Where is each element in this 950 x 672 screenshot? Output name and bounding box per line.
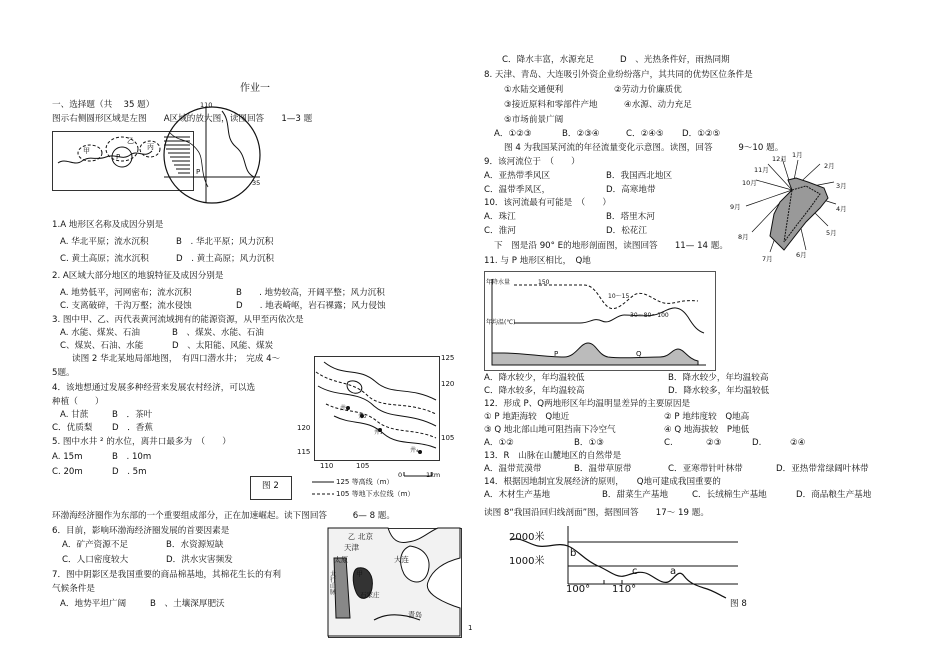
rose-jan: 1月 bbox=[792, 151, 803, 159]
fig2-label-110-bottom: 110 bbox=[320, 462, 334, 470]
map1-label-bing: 丙 bbox=[147, 143, 154, 151]
q2-option-d: D . 地表崎岖，岩石裸露；风力侵蚀 bbox=[236, 301, 386, 311]
q11-stem: 11. 与 P 地形区相比， Q地 bbox=[484, 256, 591, 266]
q13-option-d: D．亚热带常绿阔叶林带 bbox=[776, 464, 869, 474]
q5-stem: 5. 图中水井 ² 的水位，离井口最多为 （ ） bbox=[52, 437, 231, 447]
profile-label-q: Q bbox=[636, 350, 642, 358]
fig8-x-110: 110° bbox=[612, 584, 637, 595]
q6-stem: 6．目前，影响环渤海经济圈发展的首要因素是 bbox=[52, 526, 230, 536]
q4-stem-2: 种植（ ） bbox=[52, 397, 104, 407]
q2-option-c: C. 支离破碎，千沟万壑；流水侵蚀 bbox=[60, 301, 192, 311]
q5-option-a: A. 15m bbox=[52, 452, 83, 462]
q12-option-b: B．①③ bbox=[574, 438, 604, 448]
map1-circle-drawing bbox=[162, 103, 262, 208]
q5-option-d: D . 5m bbox=[112, 467, 147, 477]
fig8-y-2000: 2000米 bbox=[509, 532, 545, 543]
q13-option-b: B．温带草原带 bbox=[574, 464, 632, 474]
fig2-label-125-right: 125 bbox=[441, 354, 455, 362]
q13-option-a: A．温带荒漠带 bbox=[484, 464, 542, 474]
q4-option-a: A. 甘蔗 bbox=[60, 410, 89, 420]
fig8-caption: 图 8 bbox=[730, 599, 747, 609]
q4-5-intro: 读图 2 华北某地局部地图， 有四口潜水井； 完成 4～ bbox=[72, 354, 281, 364]
q11-option-a: A．降水较少，年均温较低 bbox=[484, 373, 585, 383]
q5-option-c: C. 20m bbox=[52, 467, 83, 477]
map1-label-p-circle: P bbox=[196, 168, 201, 176]
fig2-well-3: 井₃ bbox=[374, 429, 383, 436]
q11-option-c: C．降水较多，年均温较高 bbox=[484, 386, 585, 396]
q12-choice-2: ② P 地纬度较 Q地高 bbox=[664, 412, 750, 422]
rose-mar: 3月 bbox=[836, 182, 847, 190]
map1-label-110: 110 bbox=[200, 101, 213, 109]
q4-option-d: D ．香蕉 bbox=[112, 423, 153, 433]
q12-option-d-value: ②④ bbox=[790, 438, 806, 448]
fig2-label-105-right: 105 bbox=[441, 434, 455, 442]
q8-option-a: A．①②③ bbox=[494, 129, 532, 139]
q1-option-d: D . 黄土高原；风力沉积 bbox=[176, 254, 275, 264]
map3-label-taihang: 太行山脉 bbox=[330, 571, 337, 596]
map3-label-yi: 乙 bbox=[348, 533, 355, 541]
q8-choice-4: ④水源、动力充足 bbox=[624, 100, 692, 110]
q1-option-a: A. 华北平原；流水沉积 bbox=[60, 237, 149, 247]
q14-option-c: C．长绒棉生产基地 bbox=[692, 490, 767, 500]
q9-option-b: B．我国西北地区 bbox=[606, 171, 673, 181]
q10-option-c: C．淮河 bbox=[484, 226, 516, 236]
q14-option-a: A．木材生产基地 bbox=[484, 490, 551, 500]
fig8-label-a: a bbox=[670, 566, 677, 577]
q10-option-a: A．珠江 bbox=[484, 212, 516, 222]
q10-option-d: D．松花江 bbox=[606, 226, 647, 236]
q9-option-c: C．温带季风区， bbox=[484, 185, 551, 195]
q10-stem: 10．该河流最有可能是 （ ） bbox=[484, 198, 611, 208]
q3-option-b: B 、煤炭、水能、石油 bbox=[172, 328, 264, 338]
rose-jul: 7月 bbox=[762, 255, 773, 263]
q9-10-intro: 图 4 为我国某河流的年径流量变化示意图。读图，回答 9～10 题。 bbox=[504, 143, 784, 153]
q17-19-intro: 读图 8“我国沿回归线剖面”图，据图回答 17～ 19 题。 bbox=[484, 508, 709, 518]
q7-option-d: D 、光热条件好，雨热同期 bbox=[620, 55, 730, 65]
map3-label-dalian: 大连 bbox=[394, 555, 409, 564]
rose-oct: 10月 bbox=[742, 179, 757, 187]
q6-8-intro: 环渤海经济圈作为东部的一个重要组成部分，正在加速崛起。读下图回答 6— 8 题。 bbox=[52, 511, 395, 521]
rose-aug: 8月 bbox=[738, 233, 749, 241]
q9-stem: 9．该河流位于 （ ） bbox=[484, 157, 580, 167]
q7-option-b: B 、土壤深厚肥沃 bbox=[150, 599, 225, 609]
q11-option-b: B．降水较少，年均温较高 bbox=[668, 373, 769, 383]
fig8-x-100: 100° bbox=[566, 584, 591, 595]
profile-label-30-100: 30～80～100 bbox=[630, 312, 669, 319]
q6-option-d: D．洪水灾害频发 bbox=[166, 555, 233, 565]
fig2-scale-0: 0 bbox=[398, 471, 403, 479]
fig2-legend-lines bbox=[310, 478, 336, 502]
map1-label-p: P bbox=[116, 153, 121, 161]
q3-option-c: C、煤炭、石油、水能 bbox=[60, 341, 144, 351]
q8-option-c: C．②④⑤ bbox=[626, 129, 664, 139]
section-heading: 一、选择题（共 35 题） bbox=[52, 100, 155, 110]
q1-3-intro: 图示右侧圆形区域是左图 A区域的放大图，读图回答 1—3 题 bbox=[52, 114, 313, 124]
rose-may: 5月 bbox=[826, 229, 837, 237]
q8-option-d: D．①②⑤ bbox=[682, 129, 721, 139]
map3-label-qingdao: 青岛 bbox=[408, 611, 422, 619]
q3-option-d: D 、太阳能、风能、煤炭 bbox=[172, 341, 274, 351]
profile-label-precip: 年降水量 bbox=[486, 279, 511, 286]
fig2-well-4: 井₄ bbox=[410, 447, 419, 454]
page-title: 作业一 bbox=[240, 83, 270, 94]
profile-label-temp: 年均温(℃) bbox=[486, 319, 516, 326]
q13-stem: 13．R 山脉在山麓地区的自然带是 bbox=[484, 451, 622, 461]
q12-stem: 12．形成 P、Q两地形区年均温明显差异的主要原因是 bbox=[484, 399, 691, 409]
map3-label-beijing: 北京 bbox=[358, 532, 373, 541]
q7-option-c: C．降水丰富，水源充足 bbox=[502, 55, 594, 65]
q11-option-d: D．降水较多，年均温较低 bbox=[668, 386, 770, 396]
q9-option-d: D．高寒地带 bbox=[606, 185, 656, 195]
q8-stem: 8. 天津、青岛、大连吸引外资企业纷纷落户，其共同的优势区位条件是 bbox=[484, 70, 753, 80]
rose-feb: 2月 bbox=[824, 162, 835, 170]
q7-stem-2: 气候条件是 bbox=[52, 584, 95, 594]
q8-choice-2: ②劳动力价廉质优 bbox=[614, 85, 682, 95]
q14-option-d: D．商品粮生产基地 bbox=[796, 490, 872, 500]
profile-drawing bbox=[484, 271, 714, 369]
q4-stem-1: 4．该地想通过发展多种经营来发展农村经济，可以选 bbox=[52, 383, 256, 393]
fig2-scale-1km: 1km bbox=[426, 471, 441, 479]
q2-option-b: B . 地势较高，开阔平整；风力沉积 bbox=[236, 288, 385, 298]
q1-option-c: C. 黄土高原；流水沉积 bbox=[60, 254, 149, 264]
q6-option-b: B．水资源短缺 bbox=[166, 540, 224, 550]
map3-label-jia: 甲 bbox=[356, 570, 363, 578]
rose-apr: 4月 bbox=[836, 205, 847, 213]
map1-label-yi: 乙 bbox=[127, 137, 134, 145]
q13-option-c: C．亚寒带针叶林带 bbox=[668, 464, 743, 474]
q7-option-a: A．地势平坦广阔 bbox=[60, 599, 127, 609]
map1-label-jia: 甲 bbox=[83, 147, 90, 155]
q2-stem: 2. A区域大部分地区的地貌特征及成因分别是 bbox=[52, 271, 224, 281]
rose-nov: 11月 bbox=[754, 166, 769, 174]
q1-option-b: B . 华北平原；风力沉积 bbox=[176, 237, 274, 247]
fig2-label-115-left: 115 bbox=[297, 448, 311, 456]
q8-choice-1: ①水陆交通便利 bbox=[504, 85, 564, 95]
rose-jun: 6月 bbox=[796, 251, 807, 259]
map1-label-35: 35 bbox=[252, 179, 261, 187]
q6-option-c: C．人口密度较大 bbox=[62, 555, 129, 565]
q12-option-c-value: ②③ bbox=[706, 438, 722, 448]
q8-option-b: B．②③④ bbox=[562, 129, 600, 139]
fig2-well-2: 井₂ bbox=[358, 413, 367, 420]
q12-choice-3: ③ Q 地北部山地可阻挡南下冷空气 bbox=[484, 425, 616, 435]
q12-option-a: A．①② bbox=[484, 438, 514, 448]
q1-stem: 1.A 地形区名称及成因分别是 bbox=[52, 220, 164, 230]
q14-option-b: B．甜菜生产基地 bbox=[602, 490, 669, 500]
fig2-contours bbox=[314, 356, 438, 459]
q11-14-intro: 下 图是沿 90° E的地形剖面图，读图回答 11— 14 题。 bbox=[494, 241, 728, 251]
fig2-label-105-bottom: 105 bbox=[356, 462, 370, 470]
fig8-y-1000: 1000米 bbox=[509, 556, 545, 567]
rose-dec: 12月 bbox=[772, 155, 787, 163]
fig2-legend-water-table: 105 等地下水位线（m） bbox=[336, 490, 415, 498]
q4-option-c: C．优质梨 bbox=[52, 423, 93, 433]
q8-choice-5: ⑤市场前景广阔 bbox=[504, 115, 564, 125]
profile-label-150: 150 bbox=[538, 279, 550, 286]
fig2-caption: 图 2 bbox=[262, 481, 279, 491]
profile-label-10-15: 10～15 bbox=[608, 293, 630, 300]
q7-stem-1: 7．图中阴影区是我国重要的商品棉基地，其棉花生长的有利 bbox=[52, 570, 281, 580]
fig2-label-120-left: 120 bbox=[297, 424, 311, 432]
q12-choice-1: ① P 地距海较 Q地近 bbox=[484, 412, 570, 422]
q3-option-a: A. 水能、煤炭、石油 bbox=[60, 328, 140, 338]
map3-label-taiyuan: 太原 bbox=[334, 556, 348, 564]
q4-5-intro-cont: 5题。 bbox=[52, 368, 75, 378]
q2-option-a: A. 地势低平，河网密布；流水沉积 bbox=[60, 288, 192, 298]
q4-option-b: B ．茶叶 bbox=[112, 410, 153, 420]
fig2-label-120-right: 120 bbox=[441, 380, 455, 388]
fig8-label-b: b bbox=[570, 548, 577, 559]
q12-choice-4: ④ Q 地海拔较 P地低 bbox=[664, 425, 750, 435]
fig8-label-c: c bbox=[632, 566, 638, 577]
q3-stem: 3. 图中甲、乙、丙代表黄河流域拥有的能源资源，从甲至丙依次是 bbox=[52, 315, 304, 325]
fig2-legend-contour: 125 等高线（m） bbox=[336, 478, 394, 486]
q10-option-b: B．塔里木河 bbox=[606, 212, 655, 222]
map3-label-shijiazhuang: 石家庄 bbox=[360, 591, 380, 599]
map3-label-tianjin: 天津 bbox=[344, 543, 359, 552]
q9-option-a: A．亚热带季风区 bbox=[484, 171, 551, 181]
q12-option-d: D. bbox=[752, 438, 762, 448]
rose-sep: 9月 bbox=[730, 203, 741, 211]
q14-stem: 14．根据因地制宜发展经济的原则， Q地可建成我国重要的 bbox=[484, 477, 721, 487]
fig2-well-1: 井₁ bbox=[340, 405, 349, 412]
q6-option-a: A．矿产资源不足 bbox=[62, 540, 129, 550]
page-number: 1 bbox=[468, 624, 473, 632]
q5-option-b: B . 10m bbox=[112, 452, 152, 462]
q12-option-c: C. bbox=[664, 438, 673, 448]
profile-label-p: P bbox=[554, 350, 559, 358]
q8-choice-3: ③接近原料和零部件产地 bbox=[504, 100, 598, 110]
